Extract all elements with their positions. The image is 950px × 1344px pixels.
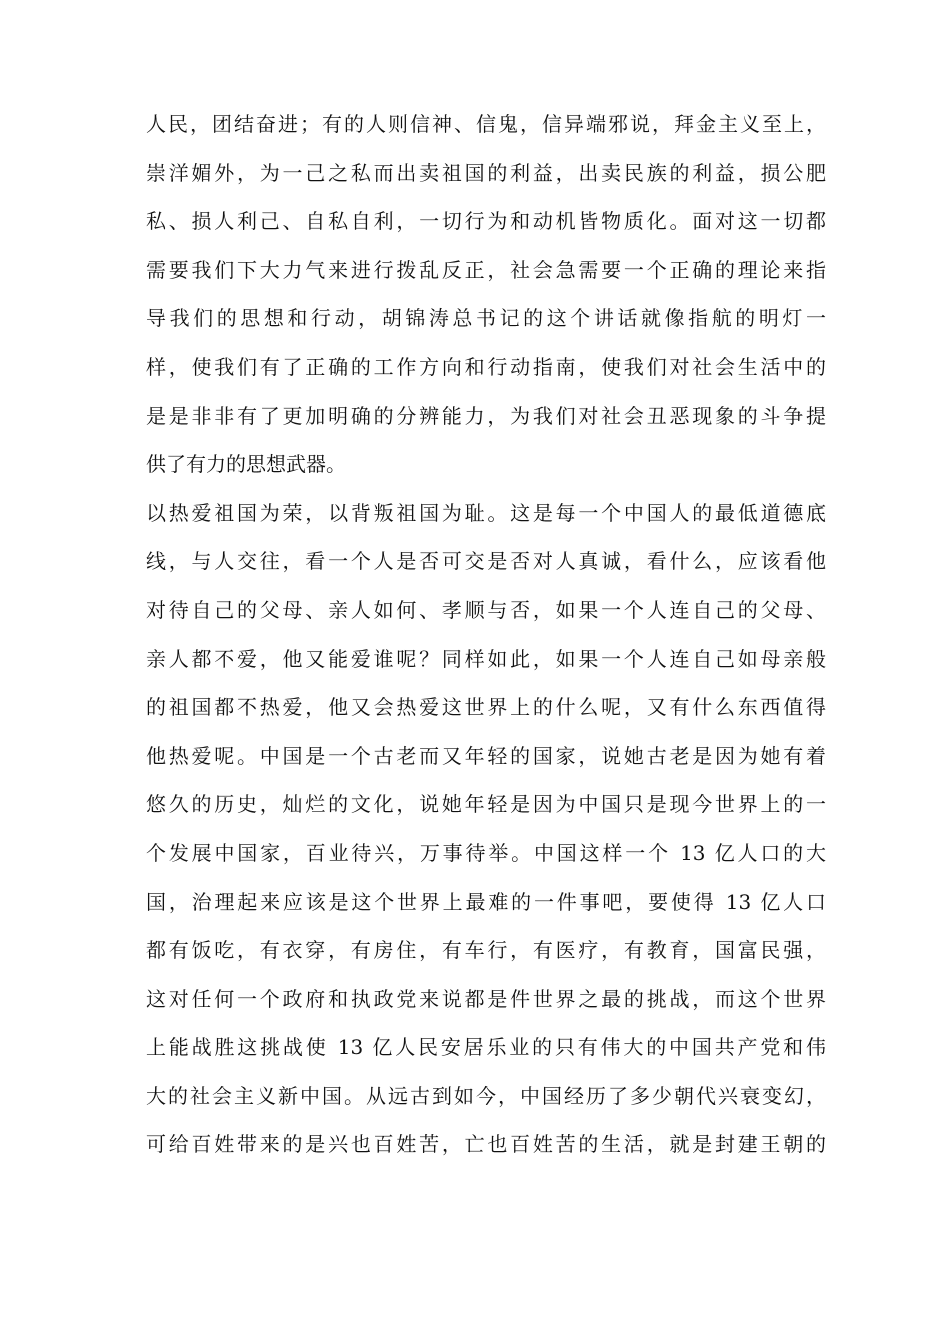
- text-line: 上能战胜这挑战使 13 亿人民安居乐业的只有伟大的中国共产党和伟: [146, 1035, 826, 1060]
- text-line: 崇洋媚外，为一己之私而出卖祖国的利益，出卖民族的利益，损公肥: [146, 160, 826, 185]
- text-line: 亲人都不爱，他又能爱谁呢？同样如此，如果一个人连自己如母亲般: [146, 646, 826, 671]
- body-text: [146, 100, 826, 1169]
- text-line: 他热爱呢。中国是一个古老而又年轻的国家，说她古老是因为她有着: [146, 743, 826, 768]
- text-line: 线，与人交往，看一个人是否可交是否对人真诚，看什么，应该看他: [146, 549, 826, 574]
- text-line: 对待自己的父母、亲人如何、孝顺与否，如果一个人连自己的父母、: [146, 597, 826, 622]
- text-line: 大的社会主义新中国。从远古到如今，中国经历了多少朝代兴衰变幻，: [146, 1083, 826, 1108]
- text-line: 的祖国都不热爱，他又会热爱这世界上的什么呢，又有什么东西值得: [146, 695, 826, 720]
- text-line: 私、损人利己、自私自利，一切行为和动机皆物质化。面对这一切都: [146, 209, 826, 234]
- text-line: 是是非非有了更加明确的分辨能力，为我们对社会丑恶现象的斗争提: [146, 403, 826, 428]
- text-line: 导我们的思想和行动，胡锦涛总书记的这个讲话就像指航的明灯一: [146, 306, 826, 331]
- text-line: 悠久的历史，灿烂的文化，说她年轻是因为中国只是现今世界上的一: [146, 792, 826, 817]
- text-line: 国，治理起来应该是这个世界上最难的一件事吧，要使得 13 亿人口: [146, 889, 826, 914]
- text-line: 供了有力的思想武器。: [146, 452, 346, 477]
- text-line: 个发展中国家，百业待兴，万事待举。中国这样一个 13 亿人口的大: [146, 840, 826, 865]
- text-line: 样，使我们有了正确的工作方向和行动指南，使我们对社会生活中的: [146, 354, 826, 379]
- text-line: 以热爱祖国为荣，以背叛祖国为耻。这是每一个中国人的最低道德底: [146, 500, 826, 525]
- text-line: 可给百姓带来的是兴也百姓苦，亡也百姓苦的生活，就是封建王朝的: [146, 1132, 826, 1157]
- text-line: 都有饭吃，有衣穿，有房住，有车行，有医疗，有教育，国富民强，: [146, 938, 826, 963]
- text-line: 人民，团结奋进；有的人则信神、信鬼，信异端邪说，拜金主义至上，: [146, 112, 826, 136]
- text-line: 需要我们下大力气来进行拨乱反正，社会急需要一个正确的理论来指: [146, 257, 826, 282]
- text-line: 这对任何一个政府和执政党来说都是件世界之最的挑战，而这个世界: [146, 986, 826, 1011]
